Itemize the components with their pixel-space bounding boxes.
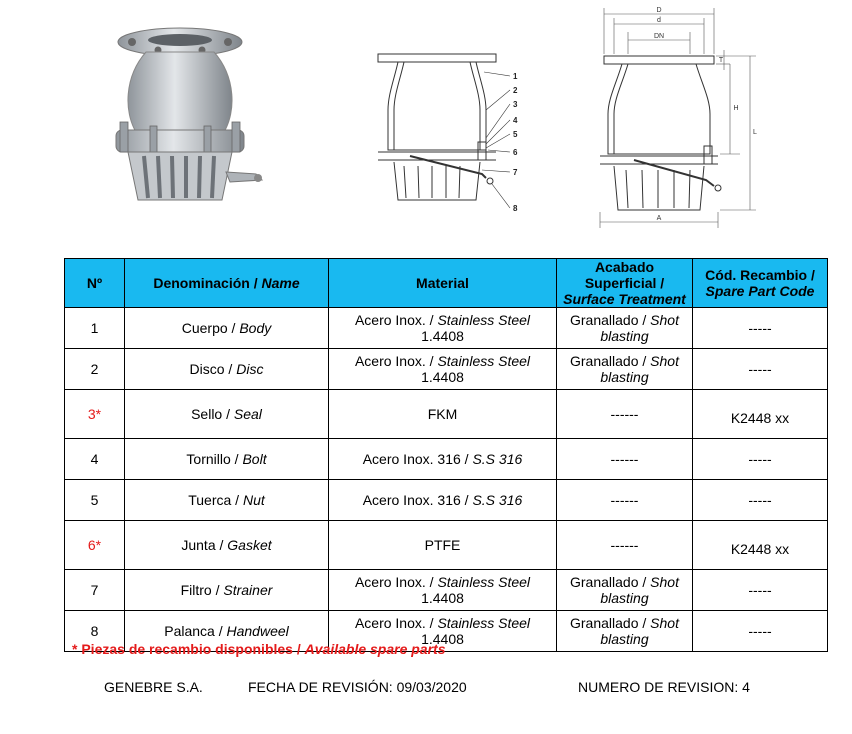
callout-6: 6 (513, 148, 518, 157)
row-name: Tornillo / Bolt (125, 439, 329, 480)
row-name: Cuerpo / Body (125, 308, 329, 349)
row-code: ----- (693, 570, 828, 611)
callout-4: 4 (513, 116, 518, 125)
callout-2: 2 (513, 86, 518, 95)
dim-label-D: D (656, 7, 662, 14)
row-material: Acero Inox. / Stainless Steel 1.4408 (329, 611, 557, 652)
row-number: 6* (65, 521, 125, 570)
row-material: Acero Inox. 316 / S.S 316 (329, 480, 557, 521)
table-header-row (65, 259, 828, 308)
row-number: 7 (65, 570, 125, 611)
row-number: 1 (65, 308, 125, 349)
row-code: ----- (693, 480, 828, 521)
row-name: Sello / Seal (125, 390, 329, 439)
table-row (65, 480, 828, 521)
table-row (65, 570, 828, 611)
header-surface-treatment: Acabado Superficial / Surface Treatment (557, 259, 693, 308)
header-spare-part-code: Cód. Recambio / Spare Part Code (693, 259, 828, 308)
row-code: ----- (693, 308, 828, 349)
table-row (65, 439, 828, 480)
row-treatment: Granallado / Shot blasting (557, 611, 693, 652)
row-code: ----- (693, 349, 828, 390)
dim-label-d: d (657, 17, 661, 24)
parts-table (64, 258, 828, 652)
dim-label-H: H (733, 105, 739, 112)
callout-5: 5 (513, 130, 518, 139)
callout-3: 3 (513, 100, 518, 109)
row-code: K2448 xx (693, 521, 828, 570)
row-material: PTFE (329, 521, 557, 570)
footer-revision-number: NUMERO DE REVISION: 4 (578, 679, 750, 695)
row-treatment: Granallado / Shot blasting (557, 570, 693, 611)
row-material: Acero Inox. / Stainless Steel 1.4408 (329, 349, 557, 390)
callout-7: 7 (513, 168, 518, 177)
dim-label-L: L (753, 129, 757, 136)
row-number: 2 (65, 349, 125, 390)
footer-revision-date: FECHA DE REVISIÓN: 09/03/2020 (248, 679, 467, 695)
table-row (65, 521, 828, 570)
dim-label-DN: DN (653, 33, 665, 40)
row-number: 5 (65, 480, 125, 521)
dim-label-A: A (656, 215, 662, 222)
row-treatment: ------ (557, 521, 693, 570)
header-number: Nº (65, 259, 125, 308)
dimension-drawing (590, 4, 760, 234)
section-drawing (370, 50, 535, 215)
dim-label-T: T (718, 57, 724, 64)
row-material: Acero Inox. / Stainless Steel 1.4408 (329, 308, 557, 349)
row-name: Palanca / Handweel (125, 611, 329, 652)
row-number: 3* (65, 390, 125, 439)
row-number: 8 (65, 611, 125, 652)
header-material: Material (329, 259, 557, 308)
row-name: Filtro / Strainer (125, 570, 329, 611)
header-name: Denominación / Name (125, 259, 329, 308)
table-row (65, 349, 828, 390)
row-code: ----- (693, 611, 828, 652)
row-code: ----- (693, 439, 828, 480)
row-treatment: ------ (557, 439, 693, 480)
row-material: Acero Inox. / Stainless Steel 1.4408 (329, 570, 557, 611)
row-name: Junta / Gasket (125, 521, 329, 570)
row-name: Tuerca / Nut (125, 480, 329, 521)
callout-8: 8 (513, 204, 518, 213)
table-row (65, 308, 828, 349)
callout-1: 1 (513, 72, 518, 81)
row-code: K2448 xx (693, 390, 828, 439)
row-name: Disco / Disc (125, 349, 329, 390)
figures-area (0, 0, 852, 240)
row-treatment: Granallado / Shot blasting (557, 349, 693, 390)
row-material: FKM (329, 390, 557, 439)
row-material: Acero Inox. 316 / S.S 316 (329, 439, 557, 480)
footer-company: GENEBRE S.A. (104, 679, 203, 695)
table-row (65, 390, 828, 439)
spare-parts-note: * Piezas de recambio disponibles / Available spare parts (72, 641, 446, 657)
row-treatment: Granallado / Shot blasting (557, 308, 693, 349)
row-treatment: ------ (557, 480, 693, 521)
valve-photo (106, 22, 272, 212)
row-treatment: ------ (557, 390, 693, 439)
row-number: 4 (65, 439, 125, 480)
